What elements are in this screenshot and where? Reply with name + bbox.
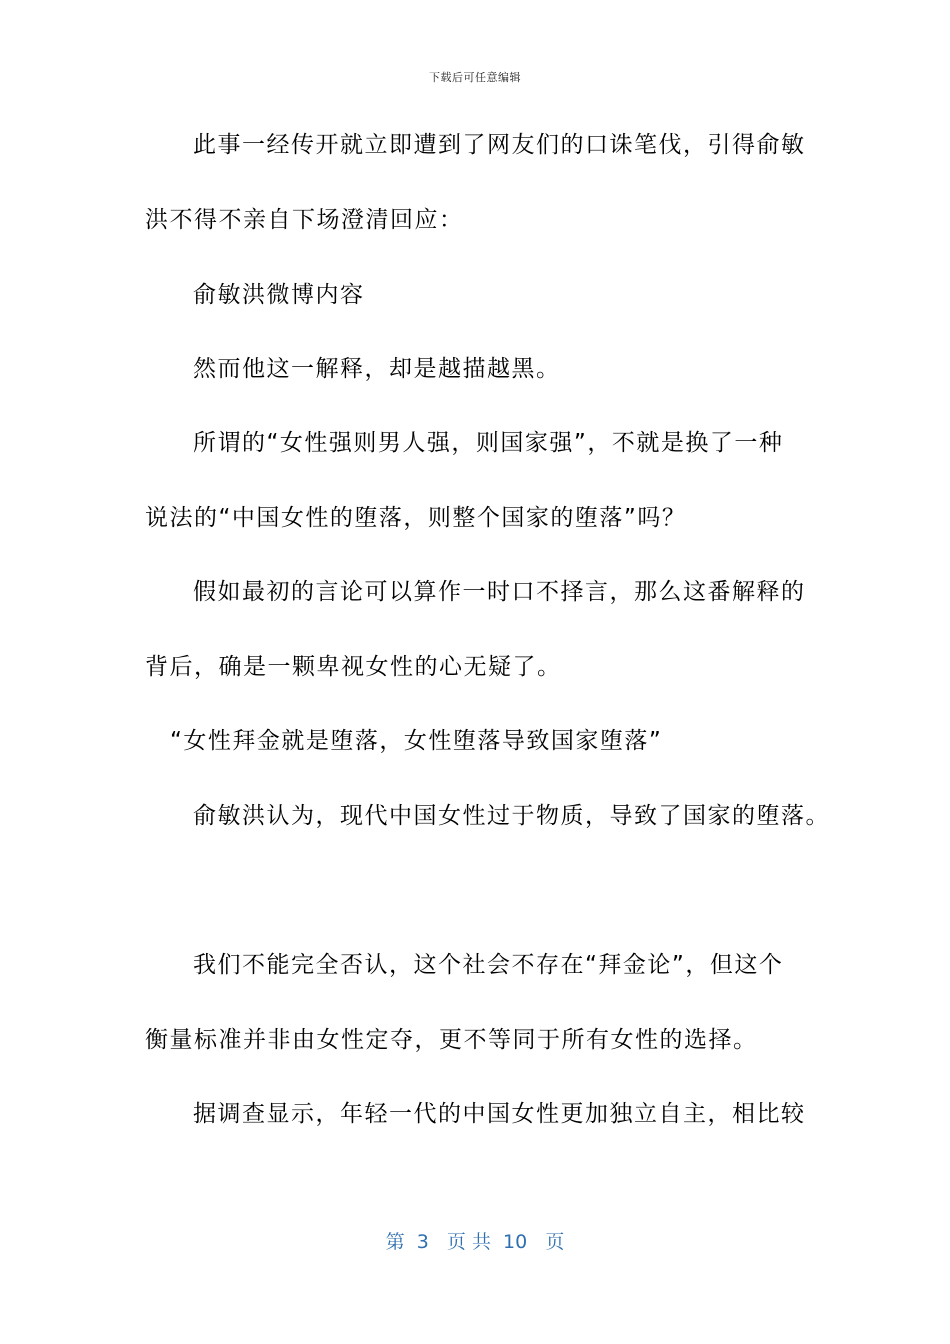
- body-line: 俞敏洪微博内容: [193, 282, 365, 308]
- body-line: 洪不得不亲自下场澄清回应：: [145, 207, 464, 233]
- header-note: 下载后可任意编辑: [429, 71, 521, 84]
- body-line: 假如最初的言论可以算作一时口不择言，那么这番解释的: [193, 579, 806, 605]
- page-number-footer: 第 3 页 共 10 页: [385, 1231, 565, 1253]
- body-line-quote: “女性拜金就是堕落，女性堕落导致国家堕落”: [170, 728, 663, 754]
- body-line: 说法的“中国女性的堕落，则整个国家的堕落”吗？: [145, 505, 687, 531]
- body-line: 我们不能完全否认，这个社会不存在“拜金论”，但这个: [193, 952, 784, 978]
- body-line: 衡量标准并非由女性定夺，更不等同于所有女性的选择。: [145, 1027, 758, 1053]
- body-line: 背后，确是一颗卑视女性的心无疑了。: [145, 654, 562, 680]
- body-line: 所谓的“女性强则男人强，则国家强”，不就是换了一种: [193, 430, 784, 456]
- body-line: 据调查显示，年轻一代的中国女性更加独立自主，相比较: [193, 1101, 806, 1127]
- body-line: 此事一经传开就立即遭到了网友们的口诛笔伐，引得俞敏: [193, 132, 806, 158]
- body-line: 然而他这一解释，却是越描越黑。: [193, 356, 561, 382]
- body-line: 俞敏洪认为，现代中国女性过于物质，导致了国家的堕落。: [193, 803, 830, 829]
